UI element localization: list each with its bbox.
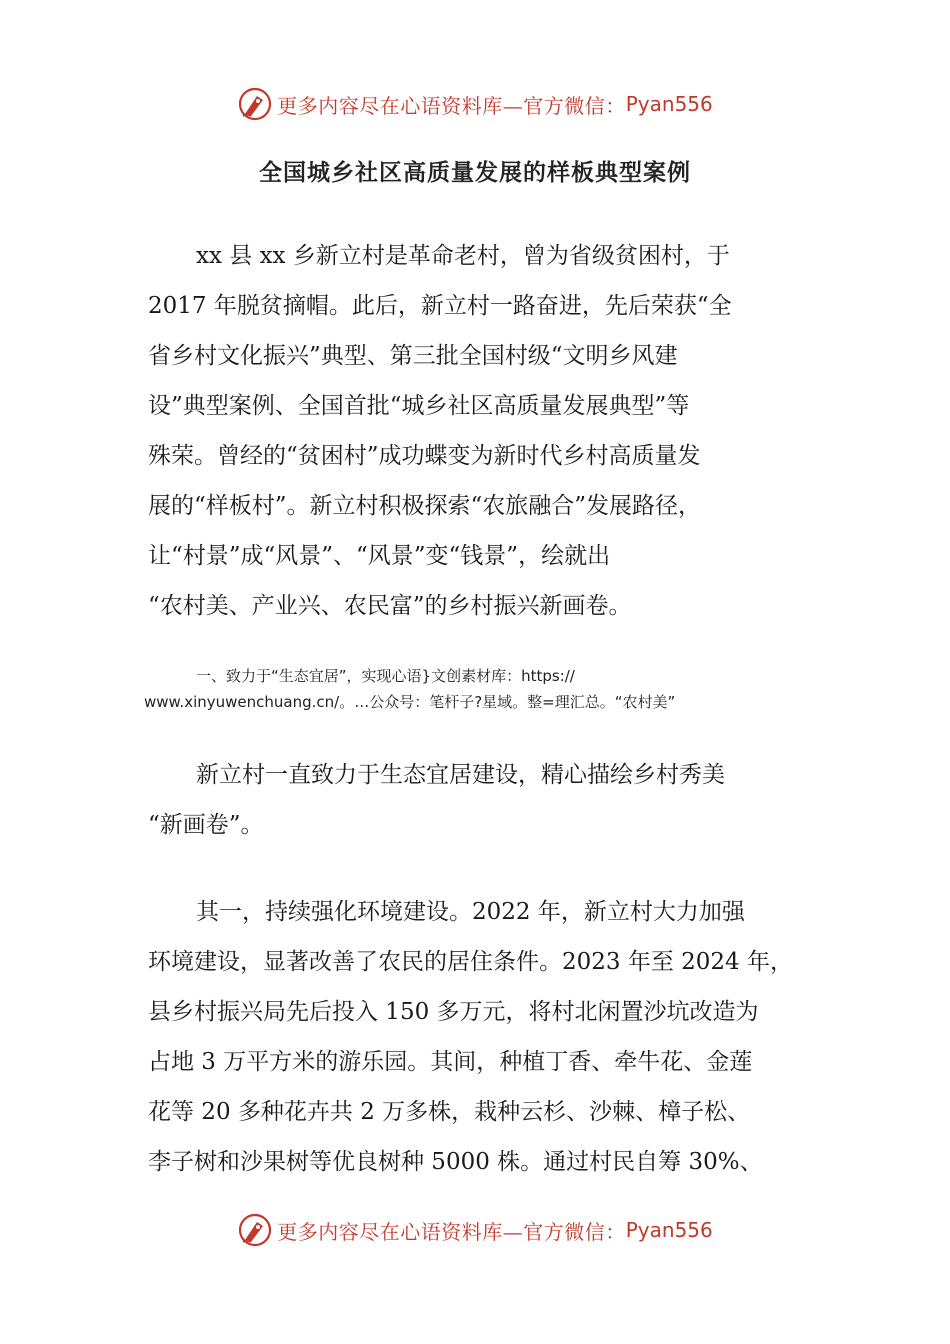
point-one-paragraph bbox=[148, 887, 808, 1187]
text-line: “农村美、产业兴、农民富”的乡村振兴新画卷。 bbox=[148, 593, 632, 619]
header-banner bbox=[0, 84, 950, 124]
banner-wechat-id: Pyan556 bbox=[625, 92, 713, 116]
banner-text: 更多内容尽在心语资料库—官方微信： bbox=[277, 1219, 626, 1244]
text-line: 省乡村文化振兴”典型、第三批全国村级“文明乡风建 bbox=[148, 343, 678, 369]
text-line: 占地 3 万平方米的游乐园。其间，种植丁香、牵牛花、金莲 bbox=[148, 1049, 753, 1075]
text-line: 环境建设，显著改善了农民的居住条件。2023 年至 2024 年， bbox=[148, 949, 793, 975]
text-line: 花等 20 多种花卉共 2 万多株，栽种云杉、沙棘、樟子松、 bbox=[148, 1099, 751, 1125]
text-line: 新立村一直致力于生态宜居建设，精心描绘乡村秀美 bbox=[196, 762, 725, 788]
footer-banner bbox=[0, 1210, 950, 1250]
section-paragraph bbox=[148, 750, 808, 850]
section-heading-note bbox=[144, 663, 844, 715]
banner-text: 更多内容尽在心语资料库—官方微信： bbox=[277, 93, 626, 118]
text-line: 让“村景”成“风景”、“风景”变“钱景”，绘就出 bbox=[148, 543, 611, 569]
text-line: 2017 年脱贫摘帽。此后，新立村一路奋进，先后荣获“全 bbox=[148, 293, 732, 319]
text-line: 李子树和沙果树等优良树种 5000 株。通过村民自筹 30%、 bbox=[148, 1149, 763, 1175]
pen-nib-logo-icon bbox=[237, 86, 273, 122]
text-line: 展的“样板村”。新立村积极探索“农旅融合”发展路径， bbox=[148, 493, 702, 519]
text-line: 设”典型案例、全国首批“城乡社区高质量发展典型”等 bbox=[148, 393, 690, 419]
banner-wechat-id: Pyan556 bbox=[625, 1218, 713, 1242]
document-title: 全国城乡社区高质量发展的样板典型案例 bbox=[259, 160, 691, 186]
text-line: xx 县 xx 乡新立村是革命老村，曾为省级贫困村，于 bbox=[196, 243, 730, 269]
text-line: “新画卷”。 bbox=[148, 812, 264, 838]
text-line: 殊荣。曾经的“贫困村”成功蝶变为新时代乡村高质量发 bbox=[148, 443, 701, 469]
pen-nib-logo-icon bbox=[237, 1212, 273, 1248]
text-line: 县乡村振兴局先后投入 150 多万元，将村北闲置沙坑改造为 bbox=[148, 999, 759, 1025]
note-line: 一、致力于“生态宜居”，实现心语}文创素材库：https:// bbox=[196, 667, 575, 685]
intro-paragraph bbox=[148, 231, 808, 631]
note-line: www.xinyuwenchuang.cn/。…公众号：笔杆子?星域。整=理汇总。“农村美” bbox=[144, 693, 676, 711]
text-line: 其一，持续强化环境建设。2022 年，新立村大力加强 bbox=[196, 899, 745, 925]
